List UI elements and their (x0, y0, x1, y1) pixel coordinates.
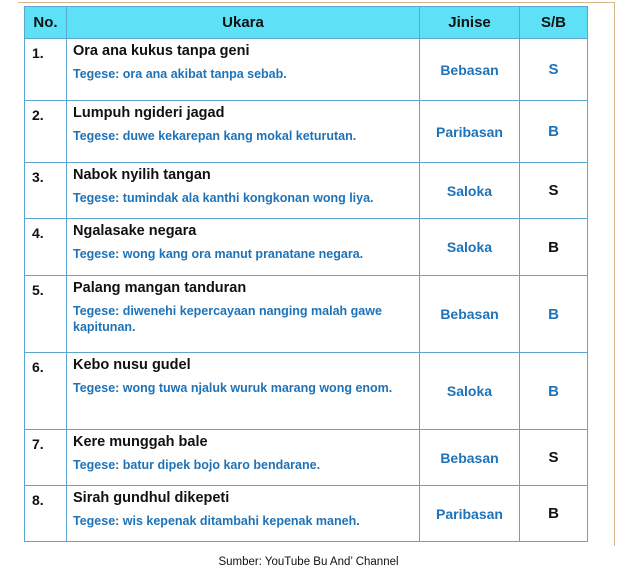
ukara-title: Ora ana kukus tanpa geni (73, 43, 250, 59)
jinise-cell: Bebasan (420, 430, 520, 486)
ukara-cell (67, 219, 420, 276)
ukara-cell (67, 430, 420, 486)
header-sb: S/B (520, 7, 588, 39)
ukara-cell (67, 276, 420, 353)
ukara-cell (67, 353, 420, 430)
row-number: 3. (25, 163, 67, 219)
proverb-table-top (24, 6, 588, 276)
table-row (25, 219, 588, 276)
table-row (25, 430, 588, 486)
ukara-meaning: Tegese: duwe kekarepan kang mokal keturutan. (73, 129, 357, 143)
ukara-meaning: Tegese: wong tuwa njaluk wuruk marang wong enom. (73, 381, 393, 395)
row-number: 6. (25, 353, 67, 430)
table-header-row (25, 7, 588, 39)
sb-cell: S (520, 163, 588, 219)
sb-cell: B (520, 353, 588, 430)
ukara-meaning: Tegese: batur dipek bojo karo bendarane. (73, 458, 321, 472)
table-row (25, 486, 588, 542)
ukara-cell (67, 486, 420, 542)
jinise-cell: Bebasan (420, 39, 520, 101)
ukara-title: Kebo nusu gudel (73, 357, 191, 373)
sb-cell: S (520, 430, 588, 486)
ukara-cell (67, 101, 420, 163)
row-number: 5. (25, 276, 67, 353)
ukara-title: Ngalasake negara (73, 223, 197, 239)
sb-cell: B (520, 219, 588, 276)
header-no: No. (25, 7, 67, 39)
ukara-title: Sirah gundhul dikepeti (73, 490, 230, 506)
jinise-cell: Saloka (420, 219, 520, 276)
sb-cell: B (520, 101, 588, 163)
proverb-table-bottom (24, 275, 588, 542)
row-number: 8. (25, 486, 67, 542)
row-number: 1. (25, 39, 67, 101)
row-number: 7. (25, 430, 67, 486)
header-jinise: Jinise (420, 7, 520, 39)
sb-cell: B (520, 486, 588, 542)
ukara-meaning: Tegese: wis kepenak ditambahi kepenak maneh. (73, 514, 360, 528)
ukara-cell (67, 39, 420, 101)
table-row (25, 39, 588, 101)
ukara-title: Lumpuh ngideri jagad (73, 105, 225, 121)
ukara-meaning: Tegese: wong kang ora manut pranatane negara. (73, 247, 364, 261)
source-caption: Sumber: YouTube Bu And’ Channel (218, 556, 399, 568)
table-row (25, 101, 588, 163)
ukara-meaning: Tegese: ora ana akibat tanpa sebab. (73, 67, 287, 81)
ukara-cell (67, 163, 420, 219)
ukara-title: Nabok nyilih tangan (73, 167, 211, 183)
sb-cell: B (520, 276, 588, 353)
jinise-cell: Paribasan (420, 101, 520, 163)
ukara-title: Kere munggah bale (73, 434, 208, 450)
row-number: 4. (25, 219, 67, 276)
ukara-meaning: Tegese: tumindak ala kanthi kongkonan wong liya. (73, 191, 374, 205)
sb-cell: S (520, 39, 588, 101)
ukara-meaning: Tegese: diwenehi kepercayaan nanging malah gawe kapitunan. (73, 304, 382, 334)
jinise-cell: Paribasan (420, 486, 520, 542)
jinise-cell: Saloka (420, 353, 520, 430)
ukara-title: Palang mangan tanduran (73, 280, 247, 296)
jinise-cell: Saloka (420, 163, 520, 219)
header-ukara: Ukara (67, 7, 420, 39)
row-number: 2. (25, 101, 67, 163)
table-row (25, 353, 588, 430)
table-row (25, 163, 588, 219)
jinise-cell: Bebasan (420, 276, 520, 353)
table-row (25, 276, 588, 353)
